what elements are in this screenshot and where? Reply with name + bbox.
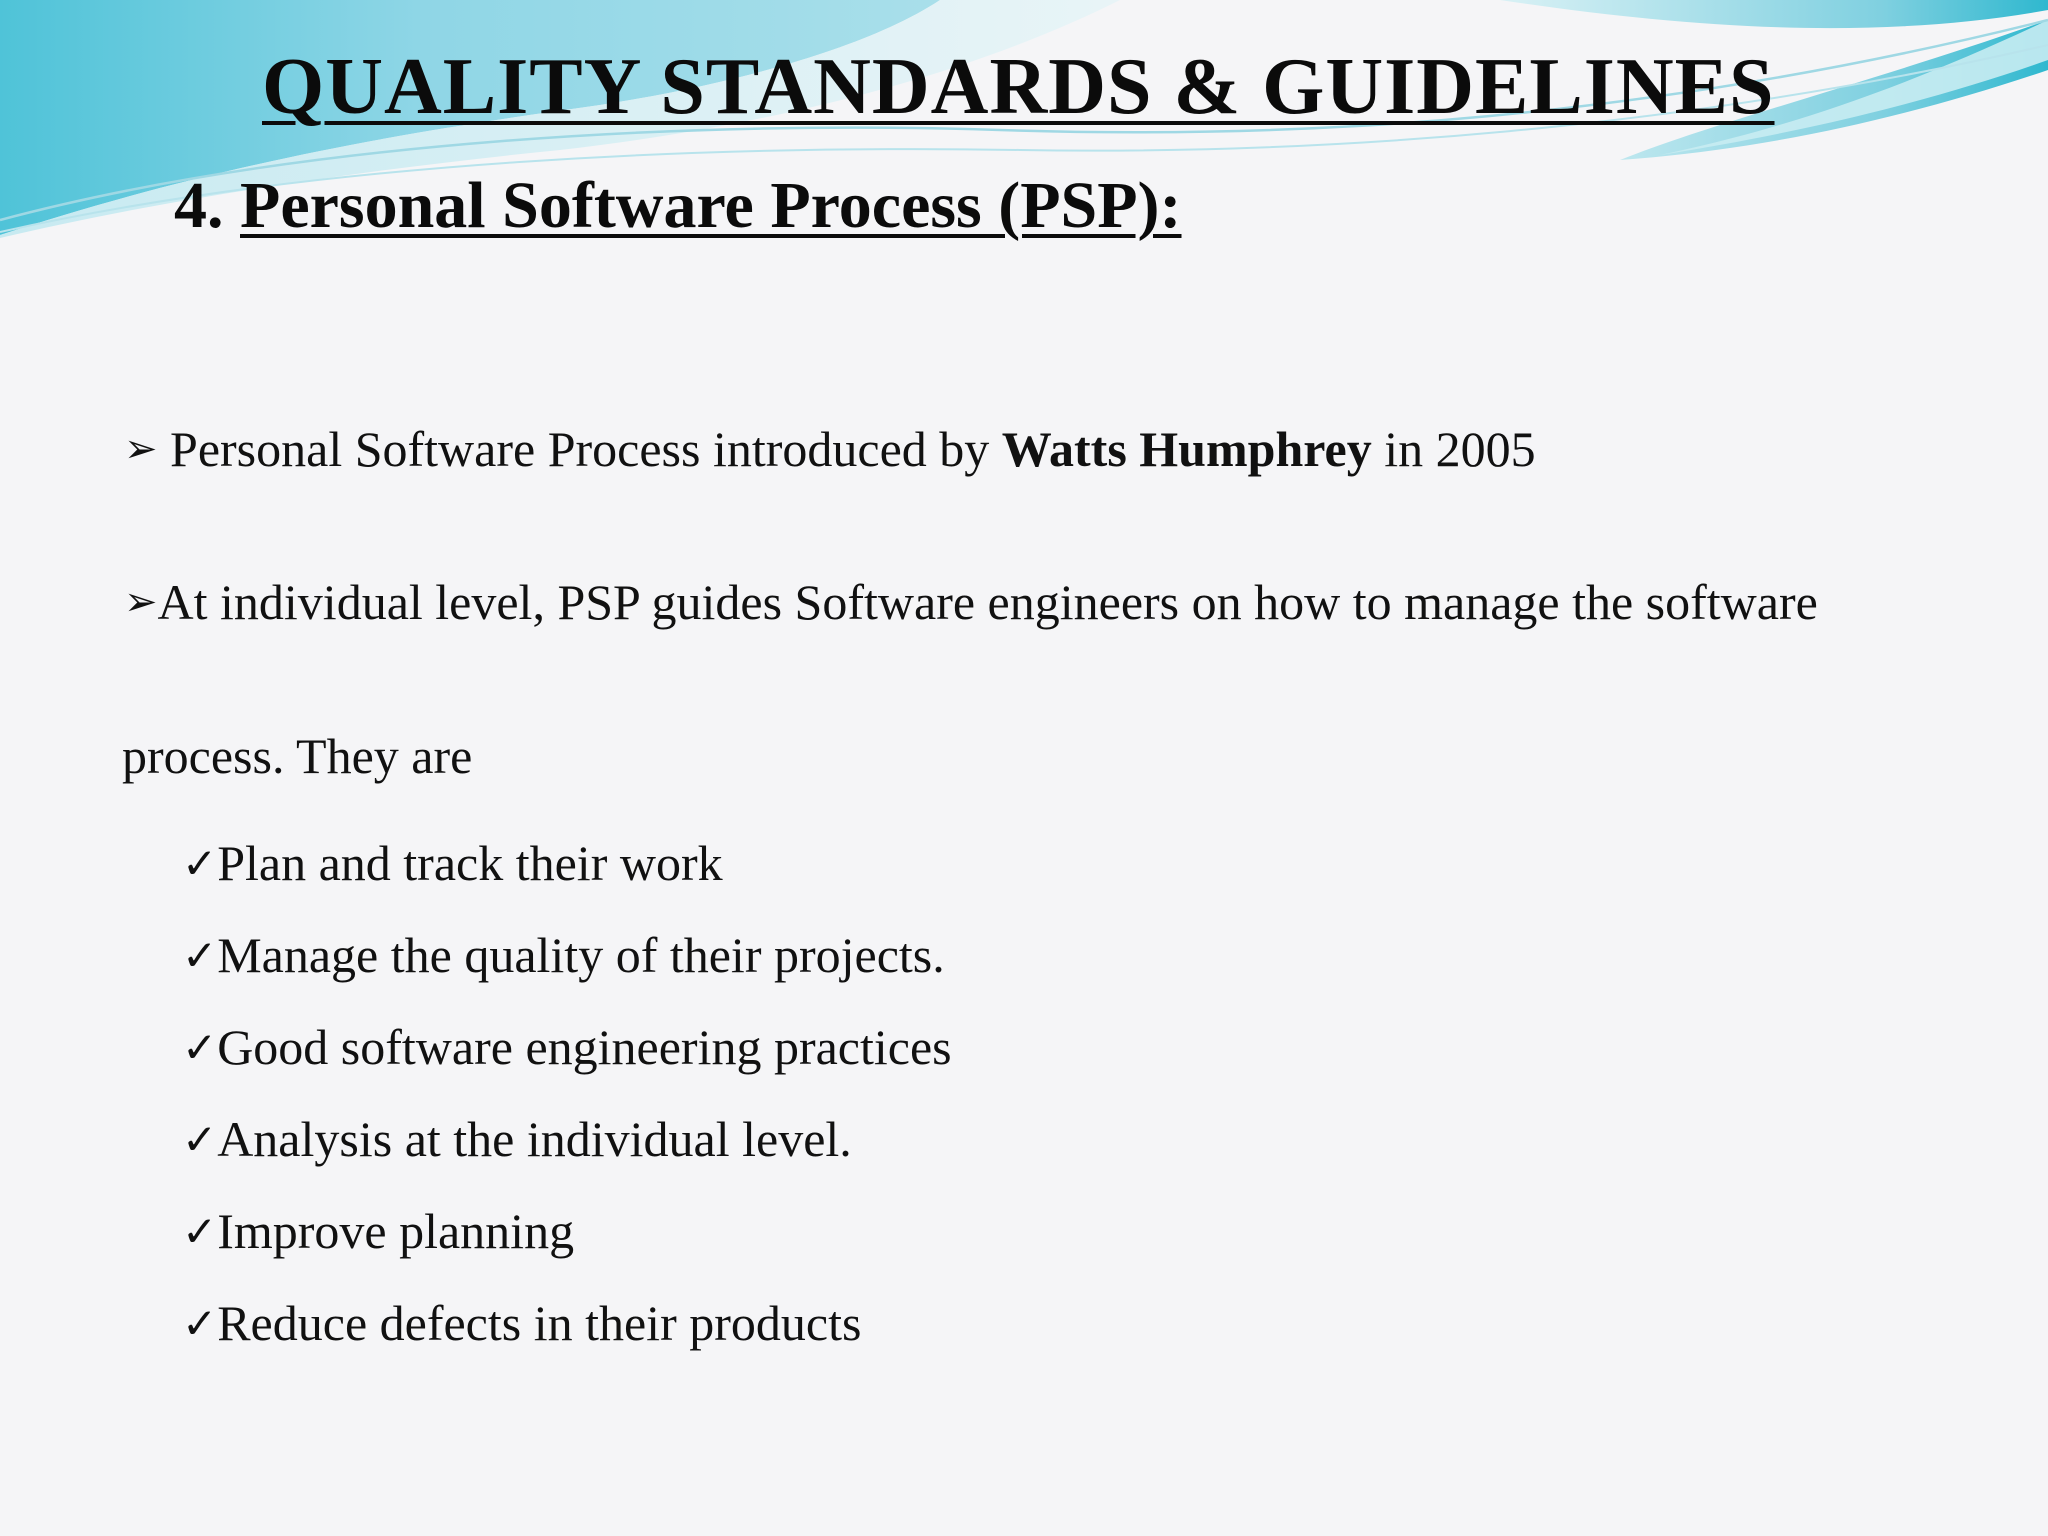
checklist-item-5 bbox=[182, 1202, 574, 1260]
checklist-item-text: Improve planning bbox=[217, 1203, 575, 1259]
checkmark-icon: ✓ bbox=[182, 1207, 218, 1256]
bullet-1-text-post: in 2005 bbox=[1371, 421, 1536, 477]
arrow-bullet-icon: ➢ bbox=[124, 426, 158, 472]
checklist-item-text: Manage the quality of their projects. bbox=[217, 927, 945, 983]
bullet-1 bbox=[124, 420, 1536, 478]
checklist-item-text: Reduce defects in their products bbox=[217, 1295, 862, 1351]
checkmark-icon: ✓ bbox=[182, 839, 218, 888]
bullet-1-text-bold: Watts Humphrey bbox=[1001, 421, 1372, 477]
bullet-2 bbox=[124, 573, 1818, 631]
checklist-item-2 bbox=[182, 926, 945, 984]
checkmark-icon: ✓ bbox=[182, 1115, 218, 1164]
checklist-item-3 bbox=[182, 1018, 952, 1076]
checklist-item-text: Analysis at the individual level. bbox=[217, 1111, 852, 1167]
slide-title: QUALITY STANDARDS & GUIDELINES bbox=[262, 43, 1775, 131]
section-number: 4. bbox=[174, 169, 224, 242]
bullet-2-continuation: process. They are bbox=[122, 728, 473, 784]
checklist-item-text: Good software engineering practices bbox=[217, 1019, 952, 1075]
checklist-item-1 bbox=[182, 834, 723, 892]
checkmark-icon: ✓ bbox=[182, 1023, 218, 1072]
bullet-2-text: At individual level, PSP guides Software engineers on how to manage the software bbox=[157, 574, 1818, 630]
checkmark-icon: ✓ bbox=[182, 931, 218, 980]
arrow-bullet-icon: ➢ bbox=[124, 579, 158, 625]
checkmark-icon: ✓ bbox=[182, 1299, 218, 1348]
bullet-1-text-pre: Personal Software Process introduced by bbox=[157, 421, 1002, 477]
checklist-item-6 bbox=[182, 1294, 861, 1352]
section-title: Personal Software Process (PSP): bbox=[240, 169, 1182, 242]
checklist-item-4 bbox=[182, 1110, 852, 1168]
checklist-item-text: Plan and track their work bbox=[217, 835, 723, 891]
section-heading bbox=[174, 168, 1182, 244]
